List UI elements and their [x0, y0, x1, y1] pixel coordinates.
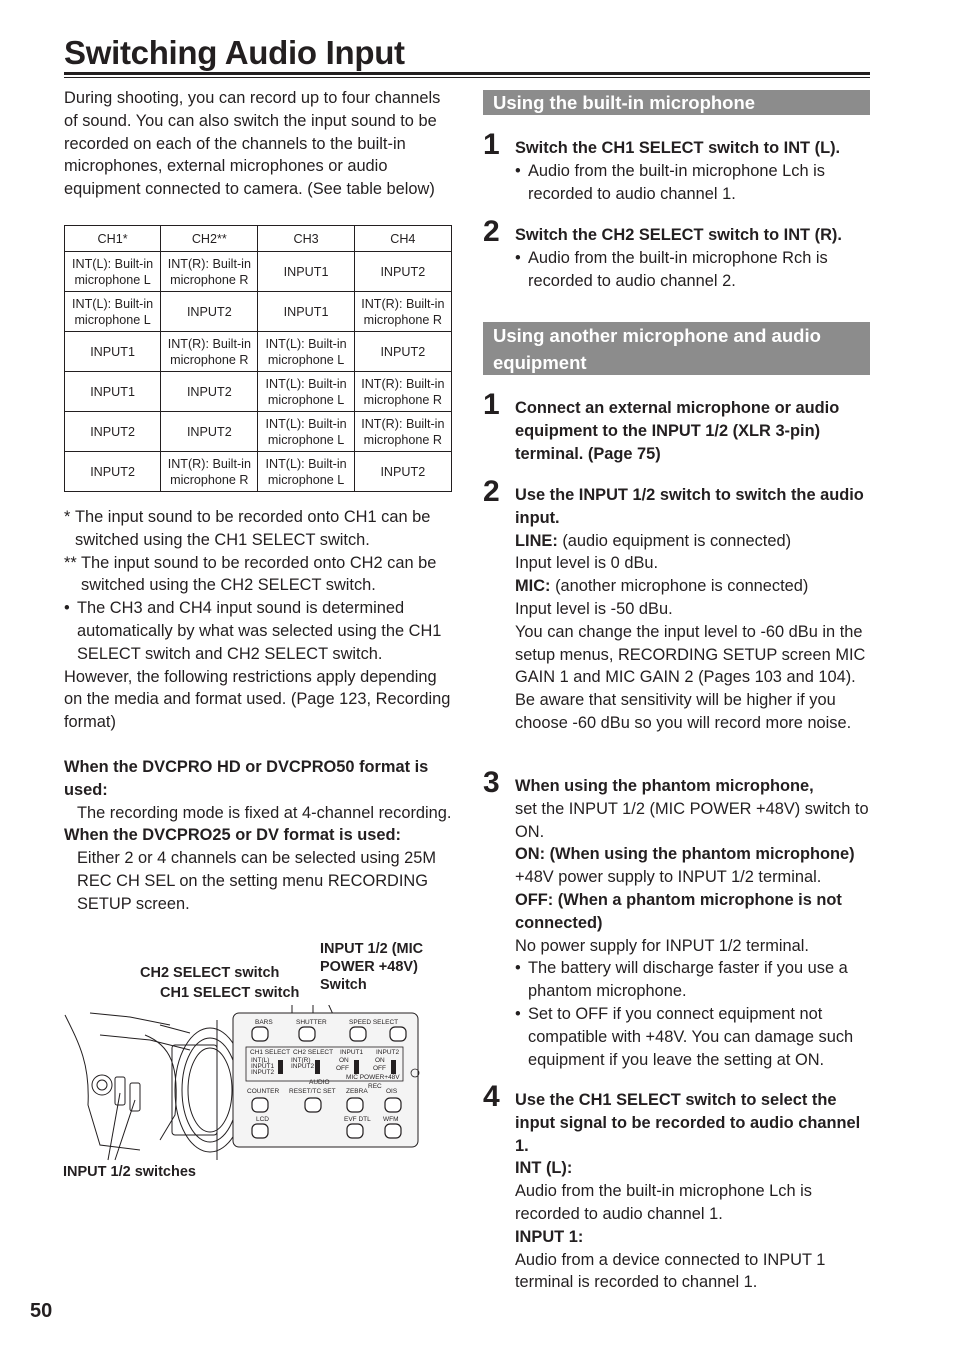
footnote-ch2: [64, 552, 456, 598]
svg-text:INPUT1: INPUT1: [340, 1049, 364, 1056]
step-bullet: • Audio from the built-in microphone Lch is recorded to audio channel 1.: [515, 161, 826, 203]
svg-text:AUDIO: AUDIO: [309, 1079, 330, 1086]
step-number: 4: [483, 1080, 500, 1113]
table-cell: INPUT1: [258, 252, 354, 292]
svg-text:CH2 SELECT: CH2 SELECT: [293, 1049, 334, 1056]
evf-dtl-button[interactable]: [347, 1124, 363, 1138]
svg-text:BARS: BARS: [255, 1019, 273, 1026]
input1-mic-power-switch[interactable]: [354, 1060, 359, 1074]
line-level: Input level is 0 dBu.: [515, 554, 659, 573]
off-label: OFF: (When a phantom microphone is not connected): [515, 890, 842, 932]
table-cell: INPUT2: [354, 252, 451, 292]
external-step-1: [483, 388, 873, 465]
step-number: 2: [483, 215, 500, 248]
page-number: 50: [30, 1300, 53, 1322]
footnote-text: The input sound to be recorded onto CH1 can be switched using the CH1 SELECT switch.: [75, 508, 431, 549]
channel-table: [64, 225, 452, 492]
ch2-select-switch[interactable]: [315, 1060, 320, 1074]
external-step-3: [483, 766, 873, 1071]
table-cell: INT(L): Built-in microphone L: [65, 252, 161, 292]
table-cell: INT(L): Built-in microphone L: [258, 372, 354, 412]
speed-select-minus-button[interactable]: [350, 1027, 366, 1041]
label-input-switches: INPUT 1/2 switches: [63, 1164, 196, 1180]
lcd-button[interactable]: [252, 1124, 268, 1138]
step-title: Use the CH1 SELECT switch to select the input signal to be recorded to audio channel 1.: [515, 1091, 861, 1155]
svg-text:LCD: LCD: [256, 1116, 270, 1123]
svg-text:SHUTTER: SHUTTER: [296, 1019, 327, 1026]
speed-select-plus-button[interactable]: [390, 1027, 406, 1041]
label-line: Switch: [320, 977, 367, 993]
builtin-step-2: [483, 215, 873, 292]
table-header-cell: CH2**: [161, 226, 258, 252]
svg-text:OFF: OFF: [336, 1065, 349, 1072]
step-title: Use the INPUT 1/2 switch to switch the audio input.: [515, 486, 864, 527]
svg-text:OIS: OIS: [386, 1088, 398, 1095]
table-cell: INPUT1: [65, 372, 161, 412]
reset-tc-set-button[interactable]: [305, 1098, 321, 1112]
table-cell: INPUT2: [65, 452, 161, 492]
svg-text:COUNTER: COUNTER: [247, 1088, 280, 1095]
table-row: [65, 372, 452, 412]
pointer-lines: [108, 1093, 135, 1160]
table-cell: INT(R): Built-in microphone R: [161, 252, 258, 292]
mic-level: Input level is -50 dBu.: [515, 599, 673, 618]
step-title: Switch the CH1 SELECT switch to INT (L).: [515, 139, 841, 157]
svg-text:INPUT1: INPUT1: [251, 1063, 275, 1070]
step-bullet: • Set to OFF if you connect equipment not compatible with +48V. You can damage such equipment if you leave the setting at ON.: [515, 1004, 854, 1069]
svg-text:ON: ON: [339, 1057, 349, 1064]
int-label: INT (L):: [515, 1159, 573, 1178]
mic-option: MIC: (another microphone is connected): [515, 577, 809, 596]
on-label: ON: (When using the phantom microphone): [515, 845, 855, 864]
label-ch2-select: CH2 SELECT switch: [140, 965, 280, 981]
svg-text:REC: REC: [368, 1083, 382, 1090]
table-cell: INPUT2: [161, 292, 258, 332]
line-option: LINE: (audio equipment is connected): [515, 531, 792, 550]
table-cell: INT(R): Built-in microphone R: [354, 292, 451, 332]
format-heading-dv: When the DVCPRO25 or DV format is used:: [64, 826, 401, 845]
table-cell: INPUT1: [65, 332, 161, 372]
intro-text: During shooting, you can record up to four channels of sound. You can also switch the input sound to be recorded on each of the channels to the built-in microphones, external microphones or audio equipment connected to camera. (See table below): [64, 89, 441, 199]
step-number: 2: [483, 475, 500, 508]
footnote-mark: *: [64, 508, 71, 526]
step-number: 1: [483, 128, 500, 161]
format-text-hd: The recording mode is fixed at 4-channel recording.: [77, 803, 452, 822]
builtin-step-1: [483, 128, 873, 205]
zebra-button[interactable]: [347, 1098, 363, 1112]
step-title: When using the phantom microphone,: [515, 777, 814, 795]
svg-text:INT(L): INT(L): [251, 1057, 270, 1064]
svg-text:INPUT2: INPUT2: [251, 1069, 275, 1076]
svg-text:INPUT2: INPUT2: [376, 1049, 400, 1056]
restriction-text: However, the following restrictions apply depending on the media and format used. (Page 123, Recording format): [64, 667, 451, 732]
wfm-button[interactable]: [385, 1124, 401, 1138]
table-row: [65, 292, 452, 332]
step-title: Connect an external microphone or audio equipment to the INPUT 1/2 (XLR 3-pin) terminal. (Page 75): [515, 399, 840, 463]
format-restrictions: [64, 756, 456, 916]
table-cell: INPUT1: [258, 292, 354, 332]
shutter-button[interactable]: [299, 1027, 315, 1041]
table-row: [65, 252, 452, 292]
int-text: Audio from the built-in microphone Lch is recorded to audio channel 1.: [515, 1182, 813, 1223]
camera-body-illustration: [65, 1013, 245, 1160]
table-cell: INT(L): Built-in microphone L: [258, 452, 354, 492]
off-text: No power supply for INPUT 1/2 terminal.: [515, 936, 809, 955]
table-cell: INPUT2: [354, 452, 451, 492]
svg-text:RESET/TC SET: RESET/TC SET: [289, 1088, 336, 1095]
camera-diagram: [60, 1005, 425, 1165]
table-header-cell: CH1*: [65, 226, 161, 252]
label-ch1-select: CH1 SELECT switch: [160, 985, 300, 1001]
label-input-switch: [320, 940, 423, 994]
title-rule-thin: [64, 77, 870, 78]
table-cell: INT(R): Built-in microphone R: [161, 332, 258, 372]
svg-text:INT(R): INT(R): [291, 1057, 311, 1064]
svg-text:ON: ON: [375, 1057, 385, 1064]
format-text-dv: Either 2 or 4 channels can be selected using 25M REC CH SEL on the setting menu RECORDING SETUP screen.: [77, 849, 436, 913]
step-title: Switch the CH2 SELECT switch to INT (R).: [515, 226, 842, 244]
svg-text:SPEED SELECT: SPEED SELECT: [349, 1019, 399, 1026]
step-number: 3: [483, 766, 500, 799]
on-text: +48V power supply to INPUT 1/2 terminal.: [515, 868, 822, 887]
ch1-select-switch[interactable]: [278, 1060, 283, 1074]
table-header-cell: CH3: [258, 226, 354, 252]
bars-button[interactable]: [252, 1027, 268, 1041]
table-cell: INPUT2: [354, 332, 451, 372]
note-ch3-ch4: [64, 597, 456, 665]
footnote-ch1: [64, 506, 456, 552]
step-bullet: • Audio from the built-in microphone Rch is recorded to audio channel 2.: [515, 248, 828, 290]
table-row: [65, 332, 452, 372]
input2-mic-power-switch[interactable]: [391, 1060, 396, 1074]
section-heading-external-mic: Using another microphone and audio equipment: [483, 322, 870, 375]
step-number: 1: [483, 388, 500, 421]
svg-text:WFM: WFM: [383, 1116, 399, 1123]
table-cell: INT(R): Built-in microphone R: [354, 372, 451, 412]
input1-text: Audio from a device connected to INPUT 1 terminal is recorded to channel 1.: [515, 1250, 826, 1292]
bullet: •: [64, 599, 70, 618]
ois-button[interactable]: [385, 1098, 401, 1112]
mic-gain-note: You can change the input level to -60 dBu in the setup menus, RECORDING SETUP screen MIC GAIN 1 and MIC GAIN 2 (Pages 103 and 104). Be aware that sensitivity will be higher if you choose -60 dBu so you will record more noise.: [515, 622, 866, 732]
table-cell: INPUT2: [161, 412, 258, 452]
external-step-2: [483, 475, 873, 735]
label-line: INPUT 1/2 (MIC: [320, 941, 424, 957]
svg-text:CH1 SELECT: CH1 SELECT: [250, 1049, 291, 1056]
page-title: Switching Audio Input: [64, 34, 405, 71]
table-row: [65, 452, 452, 492]
svg-text:MIC POWER+48V: MIC POWER+48V: [346, 1074, 400, 1081]
step-bullet: • The battery will discharge faster if you use a phantom microphone.: [515, 959, 848, 1001]
external-step-4: [483, 1080, 873, 1294]
footnote-mark: **: [64, 553, 77, 572]
step-text: set the INPUT 1/2 (MIC POWER +48V) switch to ON.: [515, 799, 869, 841]
format-heading-hd: When the DVCPRO HD or DVCPRO50 format is used:: [64, 758, 429, 799]
title-rule-thick: [64, 72, 870, 75]
table-cell: INT(L): Built-in microphone L: [258, 332, 354, 372]
input1-label: INPUT 1:: [515, 1227, 584, 1246]
table-cell: INT(R): Built-in microphone R: [354, 412, 451, 452]
table-cell: INPUT2: [65, 412, 161, 452]
counter-button[interactable]: [252, 1098, 268, 1112]
label-line: POWER +48V): [320, 959, 418, 975]
table-cell: INPUT2: [161, 372, 258, 412]
svg-text:EVF DTL: EVF DTL: [344, 1116, 371, 1123]
svg-text:ZEBRA: ZEBRA: [346, 1088, 368, 1095]
note-text: The CH3 and CH4 input sound is determined automatically by what was selected using the CH1 SELECT switch and CH2 SELECT switch.: [77, 599, 442, 663]
intro-paragraph: [64, 87, 454, 201]
svg-text:OFF: OFF: [373, 1065, 386, 1072]
table-header-row: [65, 226, 452, 252]
table-header-cell: CH4: [354, 226, 451, 252]
table-cell: INT(R): Built-in microphone R: [161, 452, 258, 492]
svg-text:INPUT2: INPUT2: [291, 1063, 315, 1070]
table-cell: INT(L): Built-in microphone L: [258, 412, 354, 452]
table-notes: [64, 506, 456, 734]
section-heading-builtin-mic: Using the built-in microphone: [483, 90, 870, 115]
table-row: [65, 412, 452, 452]
footnote-text: The input sound to be recorded onto CH2 can be switched using the CH2 SELECT switch.: [81, 553, 437, 595]
table-cell: INT(L): Built-in microphone L: [65, 292, 161, 332]
